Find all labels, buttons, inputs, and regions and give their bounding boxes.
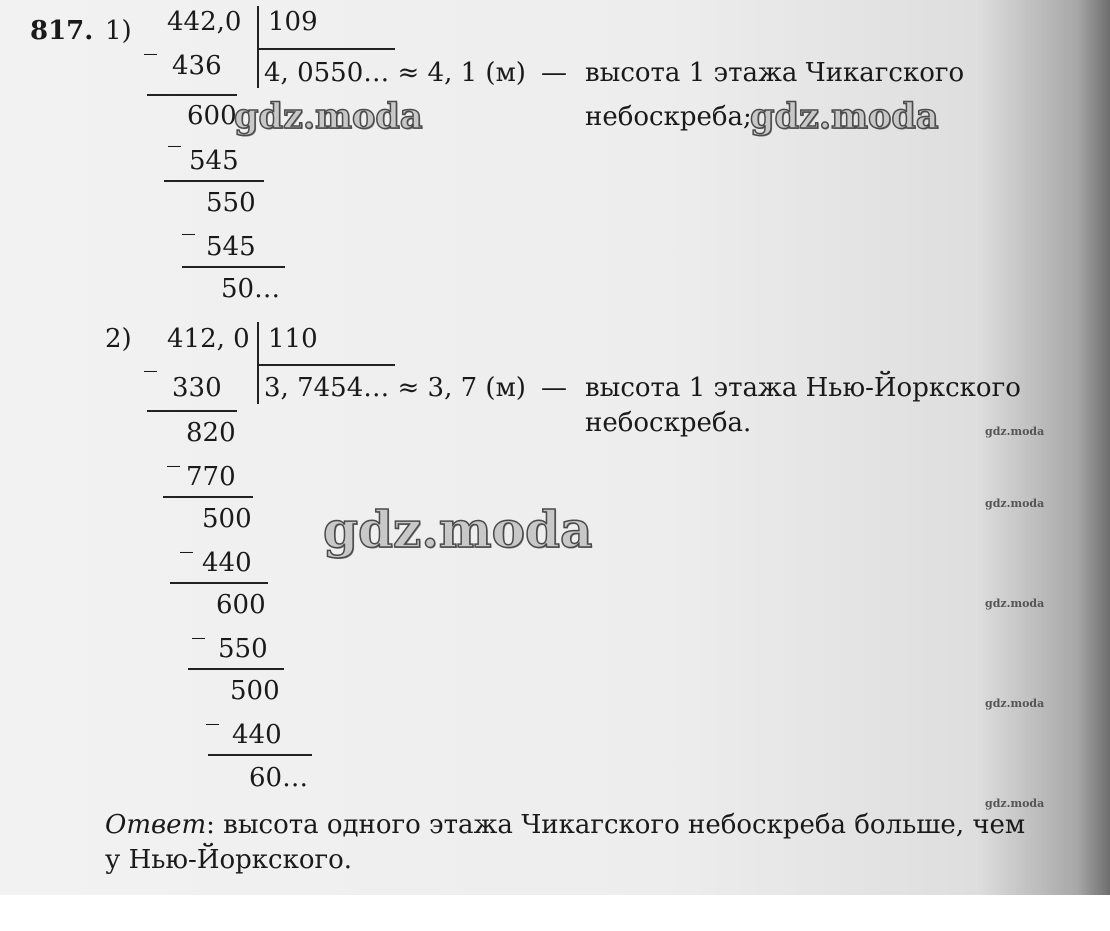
division-bar bbox=[257, 6, 259, 88]
divisor-underline bbox=[259, 364, 395, 366]
divisor-underline bbox=[259, 48, 395, 50]
step-line bbox=[164, 180, 264, 182]
part2-step: 820 bbox=[186, 418, 236, 448]
division-bar bbox=[257, 322, 259, 404]
answer-line2: у Нью-Йоркского. bbox=[105, 845, 353, 875]
step-line bbox=[188, 668, 284, 670]
watermark: gdz.moda bbox=[985, 797, 1045, 810]
part2-step: 600 bbox=[216, 590, 266, 620]
page-margin bbox=[0, 895, 1110, 931]
part2-step: 440 bbox=[232, 720, 282, 750]
minus-sign: _ bbox=[144, 26, 157, 56]
answer-text-1: : высота одного этажа Чикагского небоскреба больше, чем bbox=[206, 810, 1026, 840]
answer-label: Ответ bbox=[105, 810, 207, 840]
part1-text-line2: небоскреба; bbox=[585, 102, 752, 132]
step-line bbox=[163, 496, 253, 498]
part1-step: 545 bbox=[189, 146, 239, 176]
watermark: gdz.moda bbox=[985, 597, 1045, 610]
part2-step: 500 bbox=[202, 504, 252, 534]
part1-label: 1) bbox=[105, 16, 132, 46]
minus-sign: _ bbox=[182, 206, 195, 236]
part1-dividend: 442,0 bbox=[167, 7, 242, 37]
step-line bbox=[182, 266, 285, 268]
part1-divisor: 109 bbox=[268, 7, 318, 37]
part1-step: 545 bbox=[206, 232, 256, 262]
part2-quotient: 3, 7454… ≈ 3, 7 (м) bbox=[264, 373, 526, 403]
step-line bbox=[170, 582, 268, 584]
watermark: gdz.moda bbox=[234, 96, 423, 137]
step-line bbox=[147, 410, 237, 412]
part2-step: 60… bbox=[249, 763, 309, 793]
part2-step: 500 bbox=[230, 676, 280, 706]
step-line bbox=[147, 94, 237, 96]
part2-label: 2) bbox=[105, 324, 132, 354]
part2-dash: — bbox=[541, 373, 567, 403]
watermark: gdz.moda bbox=[985, 497, 1045, 510]
step-line bbox=[208, 754, 312, 756]
part2-divisor: 110 bbox=[268, 324, 318, 354]
watermark: gdz.moda bbox=[750, 96, 939, 137]
part2-step: 550 bbox=[218, 634, 268, 664]
answer-line1 bbox=[105, 812, 1025, 838]
part1-step: 50… bbox=[221, 274, 281, 304]
part2-step: 330 bbox=[172, 373, 222, 403]
minus-sign: _ bbox=[180, 524, 193, 554]
part2-step: 770 bbox=[186, 462, 236, 492]
part1-step: 550 bbox=[206, 188, 256, 218]
part1-step: 600 bbox=[187, 101, 237, 131]
watermark: gdz.moda bbox=[985, 425, 1045, 438]
watermark: gdz.moda bbox=[323, 500, 593, 559]
minus-sign: _ bbox=[167, 438, 180, 468]
minus-sign: _ bbox=[168, 118, 181, 148]
part2-step: 440 bbox=[202, 548, 252, 578]
part1-dash: — bbox=[541, 58, 567, 88]
part1-step: 436 bbox=[172, 51, 222, 81]
part1-text-line1: высота 1 этажа Чикагского bbox=[585, 58, 965, 88]
part2-dividend: 412, 0 bbox=[167, 324, 250, 354]
problem-number: 817. bbox=[30, 16, 94, 46]
minus-sign: _ bbox=[144, 343, 157, 373]
part2-text-line2: небоскреба. bbox=[585, 408, 752, 438]
minus-sign: _ bbox=[206, 696, 219, 726]
minus-sign: _ bbox=[192, 610, 205, 640]
part1-quotient: 4, 0550… ≈ 4, 1 (м) bbox=[264, 58, 526, 88]
part2-text-line1: высота 1 этажа Нью-Йоркского bbox=[585, 373, 1021, 403]
watermark: gdz.moda bbox=[985, 697, 1045, 710]
